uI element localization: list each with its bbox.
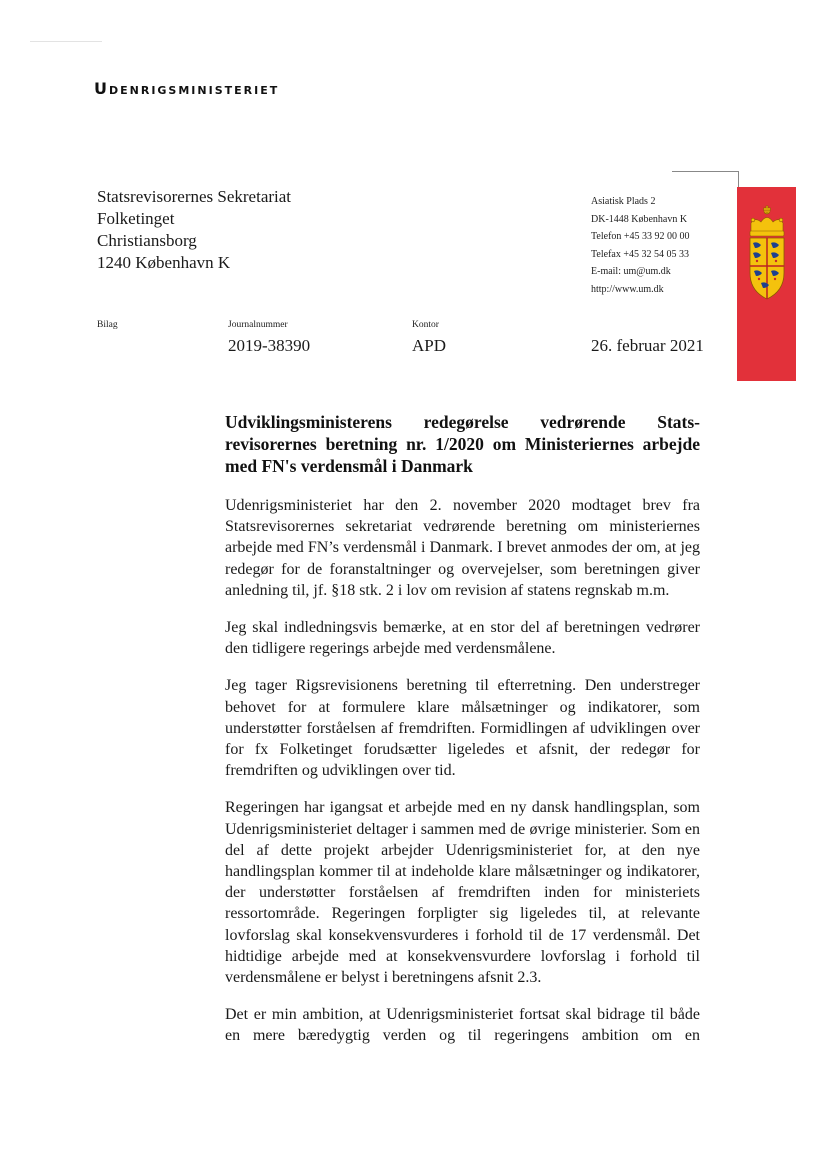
recipient-line: Folketinget — [97, 209, 175, 228]
sender-city: DK-1448 København K — [591, 213, 688, 225]
top-rule — [30, 41, 102, 42]
body-paragraph: Jeg tager Rigsrevisionens beretning til efterretning. Den understreger behovet for at formulere klare målsætninger og indikatorer, som understøtter forståelsen af fremdriften. Formidlingen af udviklingen over for fx Folketinget forudsætter ligeledes et afsnit, der redegør for fremdriften og udviklingen over tid. — [225, 677, 700, 780]
body-paragraph: Det er min ambition, at Udenrigsministeriet fortsat skal bidrage til både en mere bæredygtig verden og til regeringens ambition om en — [225, 1006, 700, 1045]
recipient-address — [97, 186, 291, 274]
office-label: Kontor — [412, 320, 439, 330]
recipient-line: Statsrevisorernes Sekretariat — [97, 187, 292, 206]
attachment-label: Bilag — [97, 320, 118, 330]
sender-street: Asiatisk Plads 2 — [591, 196, 656, 207]
sender-web: http://www.um.dk — [591, 283, 664, 295]
corner-rule-vertical — [738, 171, 739, 187]
danish-coat-of-arms-icon — [745, 203, 789, 303]
letter-title: Udviklingsministerens redegørelse vedrørende Statsrevisorernes beretning nr. 1/2020 om Ministeriernes arbejde med FN's verdensmål i Danmark — [225, 412, 700, 476]
sender-email: E-mail: um@um.dk — [591, 266, 671, 277]
sender-fax: Telefax +45 32 54 05 33 — [591, 248, 689, 260]
letter-body — [225, 495, 700, 1063]
corner-rule-horizontal — [672, 171, 738, 172]
sender-phone: Telefon +45 33 92 00 00 — [591, 231, 690, 242]
recipient-line: Christiansborg — [97, 231, 197, 250]
recipient-line: 1240 København K — [97, 253, 231, 272]
body-paragraph: Jeg skal indledningsvis bemærke, at en stor del af beretningen vedrører den tidligere regerings arbejde med verdensmålene. — [225, 619, 700, 658]
body-paragraph: Udenrigsministeriet har den 2. november 2020 modtaget brev fra Statsrevisorernes sekretariat vedrørende beretning om ministeriernes arbejde med FN’s verdensmål i Danmark. I brevet anmodes der om, at jeg redegør for de foranstaltninger og overvejelser, som beretningen giver anledning til, jf. §18 stk. 2 i lov om revision af statens regnskab m.m. — [225, 497, 700, 599]
office-value: APD — [412, 336, 447, 355]
sender-address — [591, 193, 690, 298]
journal-number: 2019-38390 — [228, 336, 311, 355]
body-paragraph: Regeringen har igangsat et arbejde med en ny dansk handlingsplan, som Udenrigsministeriet deltager i sammen med de øvrige ministerier. Som en del af dette projekt arbejder Udenrigsministeriet for, at den nye handlingsplan kommer til at indeholde klare målsætninger og indikatorer, der understøtter forståelsen af fremdriften inden for ministeriets ressortområde. Regeringen forpligter sig ligeledes til, at relevante lovforslag skal konsekvensvurderes i forhold til de 17 verdensmål. Det hidtidige arbejde med at konsekvensvurdere lovforslag i forhold til verdensmålene er belyst i beretningens afsnit 2.3. — [225, 799, 700, 987]
journal-number-label: Journalnummer — [228, 320, 288, 330]
ministry-letterhead: Udenrigsministeriet — [94, 79, 280, 98]
letter-date: 26. februar 2021 — [591, 336, 704, 355]
